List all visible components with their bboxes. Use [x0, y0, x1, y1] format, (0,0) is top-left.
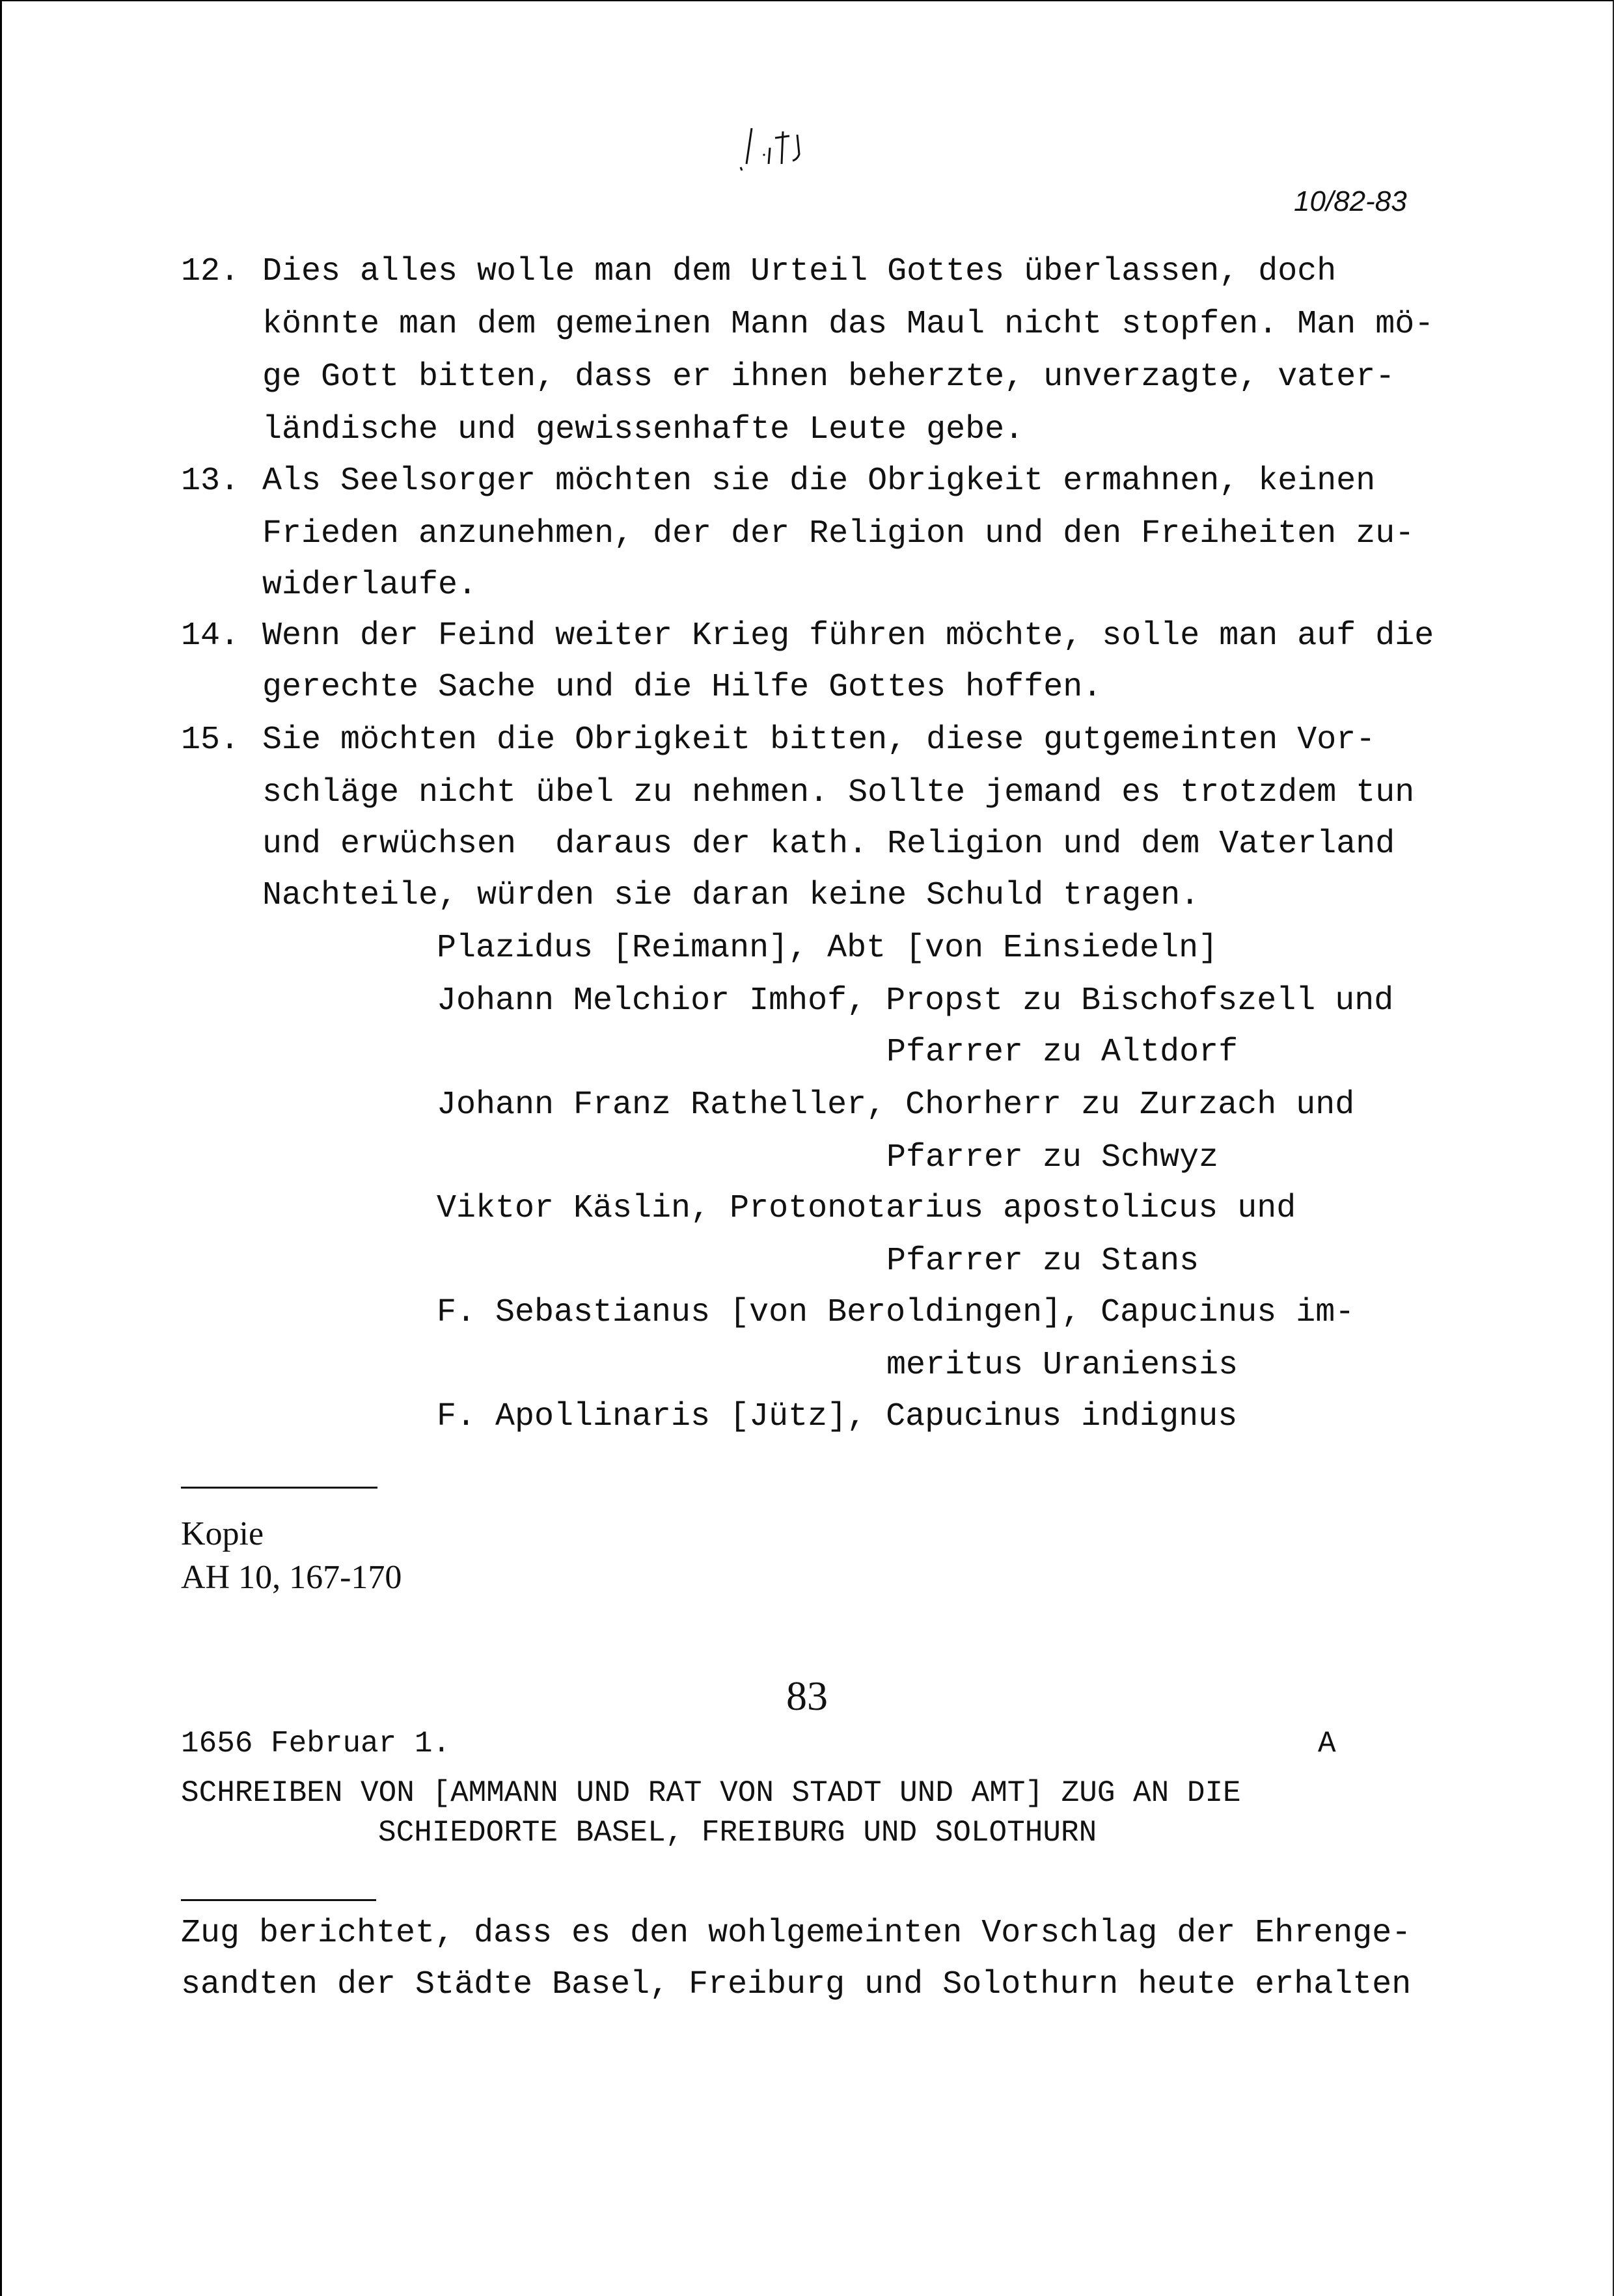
item-line: ländische und gewissenhafte Leute gebe. — [262, 411, 1024, 448]
document-marker: A — [1318, 1727, 1336, 1761]
item-line: Als Seelsorger möchten sie die Obrigkeit ermahnen, keinen — [262, 463, 1376, 500]
signature-continuation: Pfarrer zu Stans — [886, 1243, 1199, 1280]
signature-line: Johann Franz Ratheller, Chorherr zu Zurzach und — [437, 1087, 1355, 1124]
item-number: 12. — [181, 253, 240, 290]
signature-line: Plazidus [Reimann], Abt [von Einsiedeln] — [437, 930, 1218, 967]
item-line: Dies alles wolle man dem Urteil Gottes überlassen, doch — [262, 253, 1337, 290]
item-line: Sie möchten die Obrigkeit bitten, diese gutgemeinten Vor- — [262, 722, 1376, 759]
item-line: Frieden anzunehmen, der der Religion und den Freiheiten zu- — [262, 515, 1415, 552]
source-type: Kopie — [181, 1515, 264, 1552]
item-number: 15. — [181, 722, 240, 759]
signature-continuation: meritus Uraniensis — [886, 1347, 1238, 1384]
item-line: Wenn der Feind weiter Krieg führen möchte, solle man auf die — [262, 617, 1434, 655]
signature-continuation: Pfarrer zu Schwyz — [886, 1139, 1219, 1176]
signature-line: Johann Melchior Imhof, Propst zu Bischofszell und — [437, 982, 1394, 1020]
signature-line: Viktor Käslin, Protonotarius apostolicus und — [437, 1190, 1296, 1227]
signature-line: F. Sebastianus [von Beroldingen], Capucinus im- — [437, 1294, 1355, 1331]
page-reference: 10/82-83 — [1294, 185, 1407, 217]
signature-line: F. Apollinaris [Jütz], Capucinus indignus — [437, 1398, 1238, 1435]
handwritten-folio-mark — [737, 109, 887, 187]
title-divider — [181, 1899, 376, 1901]
item-line: Nachteile, würden sie daran keine Schuld tragen. — [262, 877, 1200, 914]
item-line: könnte man dem gemeinen Mann das Maul nicht stopfen. Man mö- — [262, 306, 1434, 343]
source-reference: AH 10, 167-170 — [181, 1559, 402, 1596]
item-number: 13. — [181, 463, 240, 500]
item-line: gerechte Sache und die Hilfe Gottes hoffen. — [262, 669, 1102, 706]
signature-continuation: Pfarrer zu Altdorf — [886, 1034, 1238, 1071]
document-date: 1656 Februar 1. — [181, 1727, 451, 1761]
item-line: schläge nicht übel zu nehmen. Sollte jemand es trotzdem tun — [262, 774, 1415, 811]
item-line: widerlaufe. — [262, 567, 478, 604]
document-title: SCHREIBEN VON [AMMANN UND RAT VON STADT UND AMT] ZUG AN DIE — [181, 1776, 1241, 1810]
item-line: ge Gott bitten, dass er ihnen beherzte, unverzagte, vater- — [262, 358, 1395, 396]
document-number: 83 — [786, 1673, 828, 1719]
document-title: SCHIEDORTE BASEL, FREIBURG UND SOLOTHURN — [378, 1816, 1097, 1850]
summary-line: Zug berichtet, dass es den wohlgemeinten Vorschlag der Ehrenge- — [181, 1915, 1412, 1952]
item-number: 14. — [181, 617, 240, 655]
summary-line: sandten der Städte Basel, Freiburg und Solothurn heute erhalten — [181, 1966, 1412, 2003]
footnote-divider — [181, 1487, 377, 1489]
item-line: und erwüchsen daraus der kath. Religion und dem Vaterland — [262, 826, 1395, 863]
